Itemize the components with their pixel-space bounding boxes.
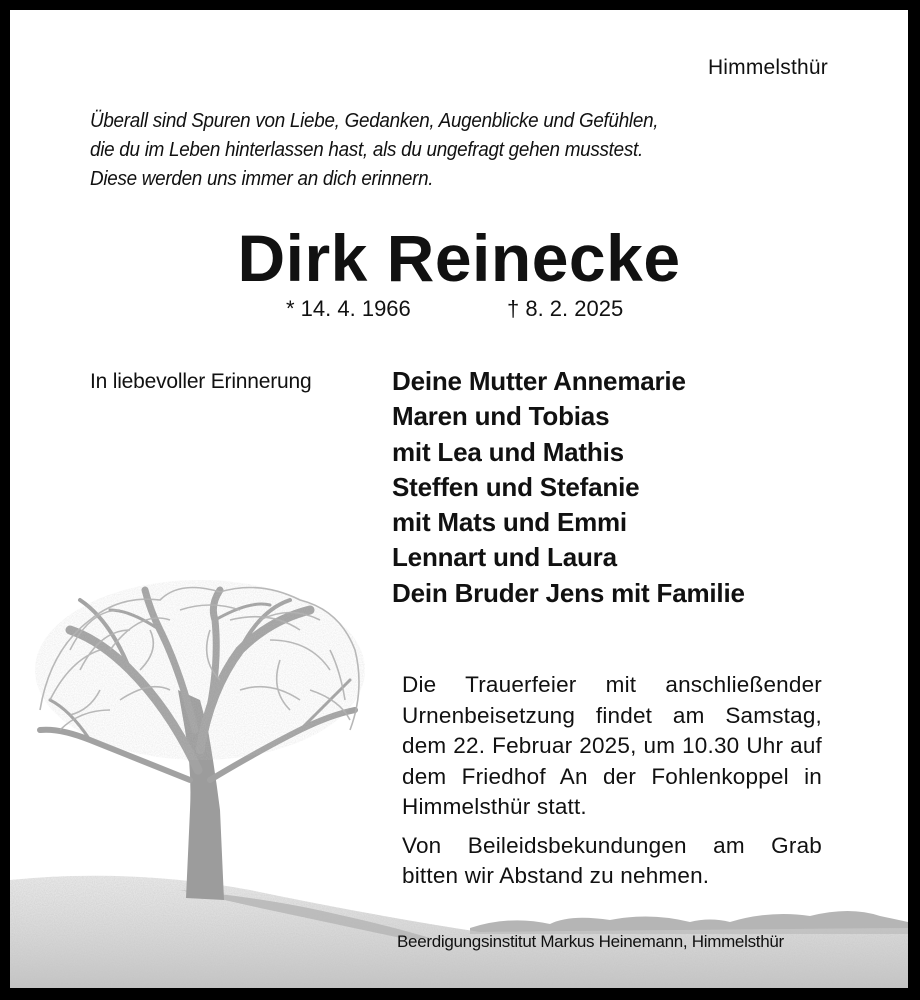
mourner-entry: Maren und Tobias xyxy=(392,401,610,432)
life-dates xyxy=(10,296,908,326)
deceased-name: Dirk Reinecke xyxy=(237,221,681,295)
undertaker-credit: Beerdigungsinstitut Markus Heinemann, Himmelsthür xyxy=(397,932,784,951)
verse-line: Überall sind Spuren von Liebe, Gedanken, Augenblicke und Gefühlen, xyxy=(90,109,659,132)
mourner-entry: Lennart und Laura xyxy=(392,542,617,573)
birth-date: * 14. 4. 1966 xyxy=(286,296,411,321)
obituary-notice xyxy=(10,10,908,988)
mourner-entry: Deine Mutter Annemarie xyxy=(392,366,686,396)
mourner-entry: Steffen und Stefanie xyxy=(392,471,640,502)
funeral-service-info xyxy=(402,670,822,900)
condolence-note: Von Beileidsbekundungen am Grab bitten wir Abstand zu nehmen. xyxy=(402,832,822,888)
mourner-entry: Dein Bruder Jens mit Familie xyxy=(392,577,745,608)
memorial-verse xyxy=(90,106,658,193)
verse-line: Diese werden uns immer an dich erinnern. xyxy=(90,167,434,190)
mourner-entry: mit Lea und Mathis xyxy=(392,436,624,467)
verse-line: die du im Leben hinterlassen hast, als du ungefragt gehen musstest. xyxy=(90,138,643,161)
mourner-entry: mit Mats und Emmi xyxy=(392,507,627,538)
death-date: † 8. 2. 2025 xyxy=(507,296,624,321)
mourners-list xyxy=(392,364,745,611)
service-paragraph: Die Trauerfeier mit anschließender Urnenbeisetzung findet am Samstag, dem 22. Februar 2025, um 10.30 Uhr auf dem Friedhof An der Fohlenkoppel in Himmelsthür statt. xyxy=(402,672,822,819)
memory-label: In liebevoller Erinnerung xyxy=(90,370,312,393)
location-heading: Himmelsthür xyxy=(707,56,828,79)
